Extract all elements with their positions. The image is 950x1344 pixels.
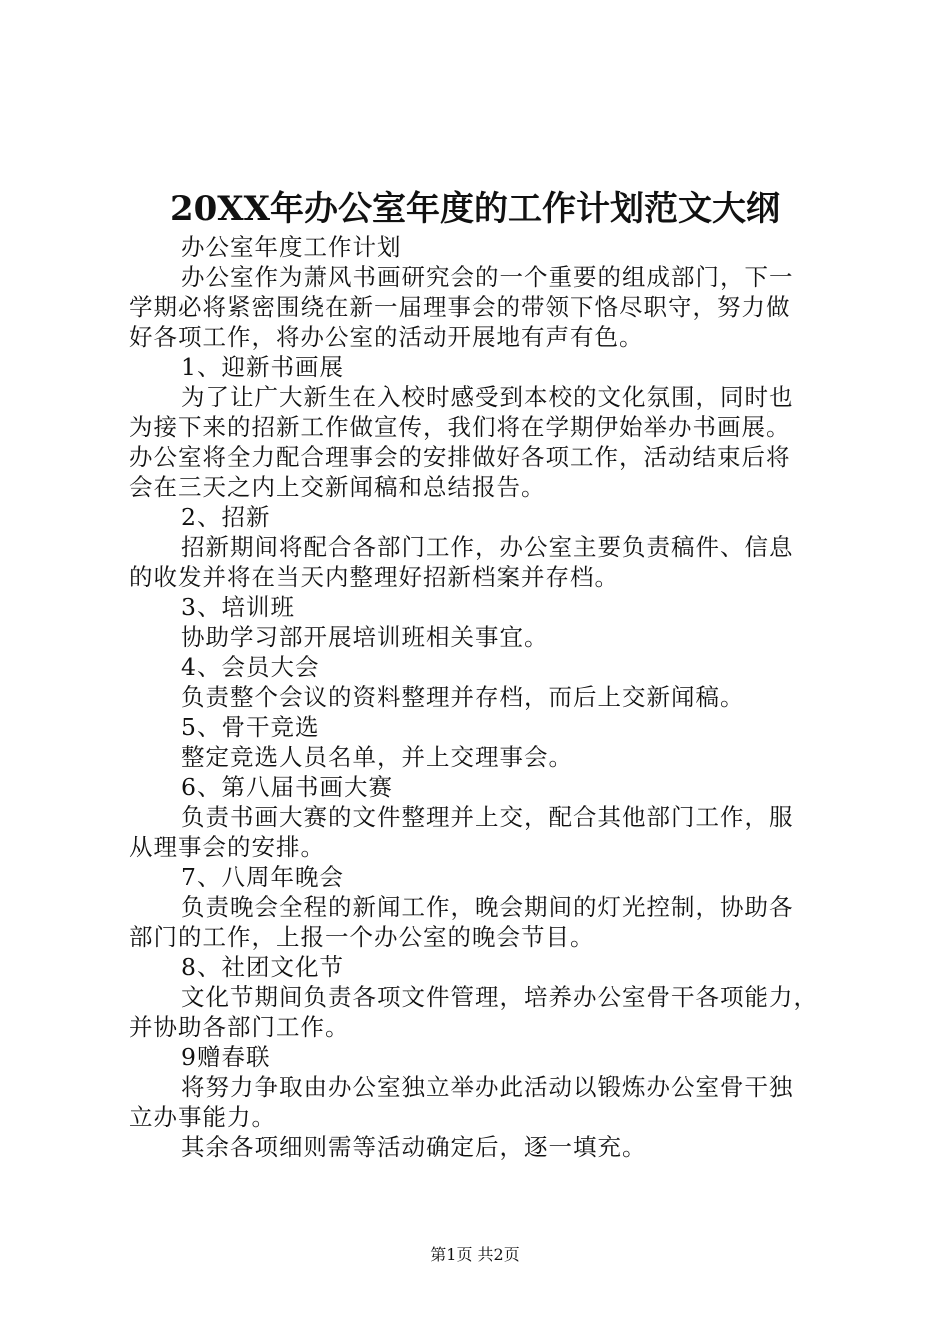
text-line: 8、社团文化节 bbox=[181, 953, 344, 981]
text-line: 办公室年度工作计划 bbox=[181, 233, 402, 261]
text-line: 将努力争取由办公室独立举办此活动以锻炼办公室骨干独 bbox=[181, 1073, 794, 1101]
text-line: 招新期间将配合各部门工作，办公室主要负责稿件、信息 bbox=[181, 533, 794, 561]
text-line: 学期必将紧密围绕在新一届理事会的带领下恪尽职守，努力做 bbox=[129, 293, 791, 321]
text-line: 会在三天之内上交新闻稿和总结报告。 bbox=[129, 473, 546, 501]
text-line: 的收发并将在当天内整理好招新档案并存档。 bbox=[129, 563, 619, 591]
text-line: 文化节期间负责各项文件管理，培养办公室骨干各项能力， bbox=[181, 983, 818, 1011]
text-line: 从理事会的安排。 bbox=[129, 833, 325, 861]
text-line: 负责书画大赛的文件整理并上交，配合其他部门工作，服 bbox=[181, 803, 794, 831]
text-line: 办公室将全力配合理事会的安排做好各项工作，活动结束后将 bbox=[129, 443, 791, 471]
document-title: 20XX年办公室年度的工作计划范文大纲 bbox=[169, 189, 781, 229]
text-line: 3、培训班 bbox=[181, 593, 295, 621]
text-line: 其余各项细则需等活动确定后，逐一填充。 bbox=[181, 1133, 647, 1161]
text-line: 部门的工作，上报一个办公室的晚会节目。 bbox=[129, 923, 595, 951]
text-line: 协助学习部开展培训班相关事宜。 bbox=[181, 623, 549, 651]
text-line: 并协助各部门工作。 bbox=[129, 1013, 350, 1041]
document-body bbox=[129, 232, 841, 1162]
text-line: 2、招新 bbox=[181, 503, 271, 531]
text-line: 负责晚会全程的新闻工作，晚会期间的灯光控制，协助各 bbox=[181, 893, 794, 921]
text-line: 为接下来的招新工作做宣传，我们将在学期伊始举办书画展。 bbox=[129, 413, 791, 441]
page-footer: 第1页 共2页 bbox=[430, 1245, 520, 1264]
text-line: 办公室作为萧风书画研究会的一个重要的组成部门，下一 bbox=[181, 263, 794, 291]
text-line: 6、第八届书画大赛 bbox=[181, 773, 393, 801]
text-line: 7、八周年晚会 bbox=[181, 863, 344, 891]
text-line: 整定竞选人员名单，并上交理事会。 bbox=[181, 743, 573, 771]
text-line: 1、迎新书画展 bbox=[181, 353, 344, 381]
text-line: 好各项工作，将办公室的活动开展地有声有色。 bbox=[129, 323, 644, 351]
text-line: 5、骨干竞选 bbox=[181, 713, 320, 741]
text-line: 负责整个会议的资料整理并存档，而后上交新闻稿。 bbox=[181, 683, 745, 711]
text-line: 4、会员大会 bbox=[181, 653, 320, 681]
text-line: 为了让广大新生在入校时感受到本校的文化氛围，同时也 bbox=[181, 383, 794, 411]
text-line: 9赠春联 bbox=[181, 1043, 271, 1071]
text-line: 立办事能力。 bbox=[129, 1103, 276, 1131]
